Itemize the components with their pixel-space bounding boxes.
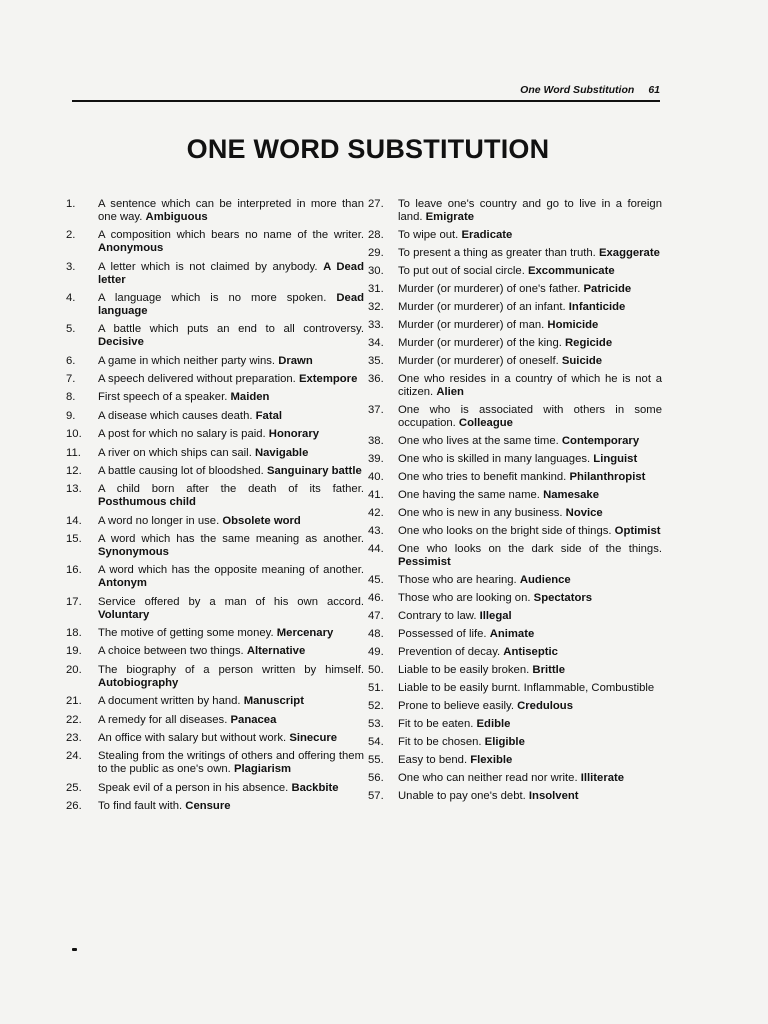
item-definition <box>98 564 364 590</box>
definition-text: To find fault with. <box>98 800 183 813</box>
answer-word: Decisive <box>98 336 144 349</box>
definition-text: A letter which is not claimed by anybody. <box>98 260 318 273</box>
list-item <box>66 564 364 590</box>
item-number: 37. <box>368 403 384 416</box>
list-item <box>66 645 364 658</box>
definition-text: A game in which neither party wins. <box>98 354 276 367</box>
item-definition <box>98 800 364 813</box>
item-definition <box>398 700 662 713</box>
definition-text: Murder (or murderer) of oneself. <box>398 354 559 367</box>
list-item <box>368 628 662 641</box>
list-item <box>368 301 662 314</box>
list-item <box>368 319 662 332</box>
list-item <box>368 404 662 430</box>
item-definition <box>98 483 364 509</box>
list-item <box>368 610 662 623</box>
definition-text: First speech of a speaker. <box>98 391 228 404</box>
item-number: 54. <box>368 735 384 748</box>
list-item <box>368 337 662 350</box>
answer-word: Excommunicate <box>527 264 615 277</box>
list-item <box>368 772 662 785</box>
item-number: 5. <box>66 323 76 336</box>
answer-word: Drawn <box>278 354 313 367</box>
definition-text: A battle causing lot of bloodshed. <box>98 465 264 477</box>
list-item <box>368 489 662 502</box>
answer-word: Dead language <box>98 291 364 317</box>
answer-word: Suicide <box>561 354 603 367</box>
item-number: 22. <box>66 713 82 726</box>
item-number: 28. <box>368 228 384 241</box>
definition-text: Liable to be easily burnt. Inflammable, Combustible <box>398 681 655 694</box>
list-item <box>66 323 364 349</box>
item-number: 16. <box>66 564 82 577</box>
list-item <box>368 373 662 399</box>
item-number: 38. <box>368 434 384 447</box>
item-number: 20. <box>66 663 82 676</box>
definition-text: Stealing from the writings of others and offering them to the public as one's own. <box>98 750 364 776</box>
item-definition <box>98 198 364 224</box>
definition-text: A post for which no salary is paid. <box>98 428 266 441</box>
definition-text: Prevention of decay. <box>398 645 501 658</box>
definition-text: Service offered by a man of his own accord. <box>98 595 364 608</box>
definition-text: One who is associated with others in some occupation. <box>398 403 662 429</box>
answer-word: Audience <box>519 573 571 586</box>
left-column <box>66 198 364 819</box>
answer-word: Brittle <box>532 663 566 676</box>
item-definition <box>98 515 364 528</box>
definition-text: Murder (or murderer) of man. <box>398 318 545 331</box>
item-definition <box>398 373 662 399</box>
item-definition <box>398 574 662 587</box>
item-definition <box>398 283 662 296</box>
list-item <box>66 229 364 255</box>
item-definition <box>398 664 662 677</box>
list-item <box>368 247 662 260</box>
item-definition <box>398 337 662 350</box>
item-definition <box>398 355 662 368</box>
definition-text: Possessed of life. <box>398 627 487 640</box>
answer-word: Voluntary <box>98 608 150 621</box>
item-number: 1. <box>66 198 76 210</box>
item-definition <box>398 198 662 224</box>
answer-word: Sinecure <box>289 732 338 744</box>
list-item <box>368 265 662 278</box>
item-definition <box>98 645 364 658</box>
item-number: 47. <box>368 609 384 622</box>
item-number: 42. <box>368 506 384 519</box>
answer-word: Philanthropist <box>569 470 646 483</box>
answer-word: Contemporary <box>561 434 640 447</box>
definition-text: Prone to believe easily. <box>398 699 514 712</box>
list-item <box>368 682 662 695</box>
item-definition <box>98 750 364 776</box>
item-definition <box>98 292 364 318</box>
definition-text: A battle which puts an end to all controversy. <box>98 323 364 336</box>
item-definition <box>98 714 364 727</box>
item-definition <box>398 435 662 448</box>
item-number: 3. <box>66 260 76 273</box>
answer-word: Anonymous <box>98 242 164 255</box>
list-item <box>66 292 364 318</box>
answer-word: Fatal <box>255 409 283 422</box>
definition-text: A language which is no more spoken. <box>98 291 327 304</box>
answer-word: Animate <box>489 627 535 640</box>
item-number: 18. <box>66 627 82 640</box>
item-number: 50. <box>368 663 384 676</box>
item-number: 35. <box>368 354 384 367</box>
definition-text: A choice between two things. <box>98 645 244 658</box>
answer-word: Illiterate <box>580 771 625 784</box>
list-item <box>368 592 662 605</box>
definition-text: An office with salary but without work. <box>98 732 287 744</box>
item-definition <box>398 404 662 430</box>
answer-word: Maiden <box>230 391 270 404</box>
item-definition <box>98 533 364 559</box>
answer-word: Emigrate <box>425 210 474 223</box>
item-number: 36. <box>368 372 384 385</box>
list-item <box>368 435 662 448</box>
definition-text: A remedy for all diseases. <box>98 713 228 726</box>
item-definition <box>98 428 364 441</box>
definition-text: Fit to be eaten. <box>398 717 474 730</box>
answer-word: Eligible <box>484 735 525 748</box>
definition-text: To present a thing as greater than truth. <box>398 246 596 259</box>
item-number: 23. <box>66 732 82 744</box>
answer-word: Synonymous <box>98 546 169 559</box>
answer-word: Novice <box>565 506 603 519</box>
list-item <box>368 736 662 749</box>
list-item <box>66 355 364 368</box>
list-item <box>66 447 364 460</box>
list-item <box>66 664 364 690</box>
answer-word: Manuscript <box>243 695 304 708</box>
item-number: 6. <box>66 354 76 367</box>
item-number: 7. <box>66 372 76 385</box>
item-definition <box>98 732 364 745</box>
item-number: 2. <box>66 229 76 242</box>
list-item <box>66 198 364 224</box>
item-number: 17. <box>66 595 82 608</box>
item-number: 45. <box>368 573 384 586</box>
list-item <box>66 391 364 404</box>
item-number: 8. <box>66 391 76 404</box>
item-definition <box>98 695 364 708</box>
item-number: 14. <box>66 514 82 527</box>
answer-word: Honorary <box>268 428 320 441</box>
answer-word: Censure <box>185 800 231 813</box>
list-item <box>66 483 364 509</box>
item-definition <box>98 627 364 640</box>
list-item <box>66 732 364 745</box>
item-definition <box>398 265 662 278</box>
definition-text: To wipe out. <box>398 228 459 241</box>
item-number: 51. <box>368 681 384 694</box>
definition-text: One who looks on the dark side of the things. <box>398 542 662 555</box>
answer-word: Regicide <box>565 336 613 349</box>
list-item <box>66 695 364 708</box>
definition-text: A word which has the opposite meaning of another. <box>98 564 364 577</box>
definition-text: Murder (or murderer) of the king. <box>398 336 562 349</box>
answer-word: Linguist <box>593 452 638 465</box>
item-number: 9. <box>66 409 76 422</box>
definition-text: Fit to be chosen. <box>398 735 482 748</box>
item-number: 29. <box>368 246 384 259</box>
item-number: 55. <box>368 753 384 766</box>
answer-word: Exaggerate <box>598 246 660 259</box>
list-item <box>368 198 662 224</box>
item-number: 40. <box>368 470 384 483</box>
definition-text: One who looks on the bright side of things. <box>398 524 612 537</box>
definition-text: One having the same name. <box>398 488 540 501</box>
definition-text: Easy to bend. <box>398 753 468 766</box>
item-number: 43. <box>368 524 384 537</box>
definition-text: A disease which causes death. <box>98 409 253 422</box>
item-definition <box>398 507 662 520</box>
definition-text: One who lives at the same time. <box>398 434 559 447</box>
list-item <box>66 533 364 559</box>
bullet-mark <box>72 948 77 951</box>
list-item <box>66 596 364 622</box>
answer-word: Ambiguous <box>145 210 208 223</box>
answer-word: Pessimist <box>398 555 451 568</box>
item-number: 25. <box>66 781 82 794</box>
item-number: 11. <box>66 446 81 459</box>
list-item <box>368 525 662 538</box>
item-number: 12. <box>66 465 82 477</box>
page-number: 61 <box>648 84 660 96</box>
item-definition <box>98 391 364 404</box>
list-item <box>368 664 662 677</box>
answer-word: Posthumous child <box>98 496 196 509</box>
definition-text: Murder (or murderer) of an infant. <box>398 300 566 313</box>
list-item <box>368 543 662 569</box>
answer-word: Panacea <box>230 713 277 726</box>
list-item <box>368 229 662 242</box>
item-number: 30. <box>368 264 384 277</box>
item-definition <box>398 754 662 767</box>
answer-word: Obsolete word <box>222 514 301 527</box>
item-number: 41. <box>368 488 384 501</box>
definition-text: A child born after the death of its father. <box>98 483 364 496</box>
item-definition <box>398 772 662 785</box>
answer-word: Antiseptic <box>503 645 558 658</box>
definition-text: One who tries to benefit mankind. <box>398 470 567 483</box>
item-definition <box>98 596 364 622</box>
item-definition <box>398 229 662 242</box>
item-definition <box>398 682 662 695</box>
list-item <box>66 428 364 441</box>
item-definition <box>398 718 662 731</box>
list-item <box>66 515 364 528</box>
item-number: 4. <box>66 291 76 304</box>
definition-text: A speech delivered without preparation. <box>98 372 296 385</box>
definition-text: A word no longer in use. <box>98 514 220 527</box>
answer-word: Optimist <box>614 524 661 537</box>
list-item <box>66 714 364 727</box>
definition-text: One who is new in any business. <box>398 506 563 519</box>
item-number: 49. <box>368 645 384 658</box>
list-item <box>66 627 364 640</box>
answer-word: Namesake <box>543 488 599 501</box>
item-number: 52. <box>368 699 384 712</box>
definition-text: The biography of a person written by himself. <box>98 663 364 676</box>
item-number: 26. <box>66 800 82 813</box>
answer-word: Edible <box>476 717 511 730</box>
answer-word: Alien <box>436 385 464 398</box>
answer-word: Insolvent <box>528 789 579 802</box>
answer-word: Colleague <box>458 416 513 429</box>
answer-word: Backbite <box>291 781 339 794</box>
answer-word: Mercenary <box>276 627 334 640</box>
item-number: 44. <box>368 542 384 555</box>
list-item <box>368 355 662 368</box>
item-definition <box>98 410 364 423</box>
item-definition <box>398 301 662 314</box>
item-definition <box>98 261 364 287</box>
item-definition <box>398 736 662 749</box>
definition-text: A word which has the same meaning as another. <box>98 533 364 546</box>
list-item <box>368 507 662 520</box>
item-definition <box>398 646 662 659</box>
item-number: 34. <box>368 336 384 349</box>
list-item <box>66 261 364 287</box>
answer-word: Homicide <box>547 318 599 331</box>
item-definition <box>98 229 364 255</box>
answer-word: Patricide <box>583 282 632 295</box>
definition-text: Unable to pay one's debt. <box>398 789 526 802</box>
definition-text: Speak evil of a person in his absence. <box>98 781 289 794</box>
answer-word: Plagiarism <box>233 763 292 776</box>
definition-text: Liable to be easily broken. <box>398 663 530 676</box>
definition-text: A composition which bears no name of the writer. <box>98 229 364 242</box>
item-definition <box>98 664 364 690</box>
list-item <box>66 750 364 776</box>
item-definition <box>398 610 662 623</box>
item-number: 19. <box>66 645 82 658</box>
definition-text: A river on which ships can sail. <box>98 446 252 459</box>
definition-text: One who resides in a country of which he is not a citizen. <box>398 372 662 398</box>
item-definition <box>398 319 662 332</box>
list-item <box>368 646 662 659</box>
list-item <box>368 453 662 466</box>
item-number: 10. <box>66 428 82 441</box>
item-definition <box>398 628 662 641</box>
item-definition <box>398 543 662 569</box>
definition-text: One who is skilled in many languages. <box>398 452 591 465</box>
definition-text: Murder (or murderer) of one's father. <box>398 282 581 295</box>
item-number: 33. <box>368 318 384 331</box>
answer-word: Sanguinary battle <box>266 465 362 477</box>
page-title: ONE WORD SUBSTITUTION <box>186 134 550 164</box>
item-definition <box>398 592 662 605</box>
item-number: 57. <box>368 789 384 802</box>
definition-text: Contrary to law. <box>398 609 477 622</box>
definition-text: To put out of social circle. <box>398 264 525 277</box>
definition-text: Those who are looking on. <box>398 591 531 604</box>
item-definition <box>398 471 662 484</box>
list-item <box>368 718 662 731</box>
item-definition <box>398 453 662 466</box>
running-header-section: One Word Substitution <box>520 84 635 96</box>
list-item <box>368 283 662 296</box>
item-definition <box>98 465 364 478</box>
item-number: 48. <box>368 627 384 640</box>
item-number: 56. <box>368 771 384 784</box>
answer-word: Illegal <box>479 609 512 622</box>
item-definition <box>98 373 364 386</box>
item-number: 53. <box>368 717 384 730</box>
item-definition <box>98 355 364 368</box>
item-number: 32. <box>368 300 384 313</box>
item-number: 15. <box>66 533 82 546</box>
item-number: 21. <box>66 695 82 708</box>
answer-word: Extempore <box>298 372 358 385</box>
item-definition <box>398 247 662 260</box>
answer-word: Navigable <box>254 446 309 459</box>
right-column <box>368 198 662 808</box>
list-item <box>66 465 364 478</box>
definition-text: The motive of getting some money. <box>98 627 274 640</box>
definition-text: A document written by hand. <box>98 695 241 708</box>
answer-word: Infanticide <box>568 300 626 313</box>
answer-word: Credulous <box>517 699 573 712</box>
list-item <box>368 754 662 767</box>
list-item <box>368 700 662 713</box>
definition-text: A sentence which can be interpreted in more than one way. <box>98 198 364 223</box>
answer-word: Autobiography <box>98 676 179 689</box>
definition-text: To leave one's country and go to live in a foreign land. <box>398 198 662 223</box>
answer-word: Eradicate <box>461 228 513 241</box>
answer-word: Antonym <box>98 577 147 590</box>
item-definition <box>98 782 364 795</box>
answer-word: Alternative <box>246 645 306 658</box>
item-number: 31. <box>368 282 384 295</box>
running-header <box>72 84 660 102</box>
item-number: 27. <box>368 198 384 210</box>
item-definition <box>398 790 662 803</box>
definition-text: One who can neither read nor write. <box>398 771 578 784</box>
list-item <box>66 410 364 423</box>
item-definition <box>98 323 364 349</box>
list-item <box>368 471 662 484</box>
answer-word: A Dead letter <box>98 260 364 286</box>
definition-text: Those who are hearing. <box>398 573 517 586</box>
item-definition <box>398 489 662 502</box>
item-number: 24. <box>66 750 82 763</box>
list-item <box>368 790 662 803</box>
item-definition <box>398 525 662 538</box>
list-item <box>66 782 364 795</box>
list-item <box>66 800 364 813</box>
item-definition <box>98 447 364 460</box>
list-item <box>66 373 364 386</box>
item-number: 13. <box>66 483 82 496</box>
item-number: 39. <box>368 452 384 465</box>
answer-word: Spectators <box>533 591 593 604</box>
list-item <box>368 574 662 587</box>
item-number: 46. <box>368 591 384 604</box>
answer-word: Flexible <box>470 753 513 766</box>
